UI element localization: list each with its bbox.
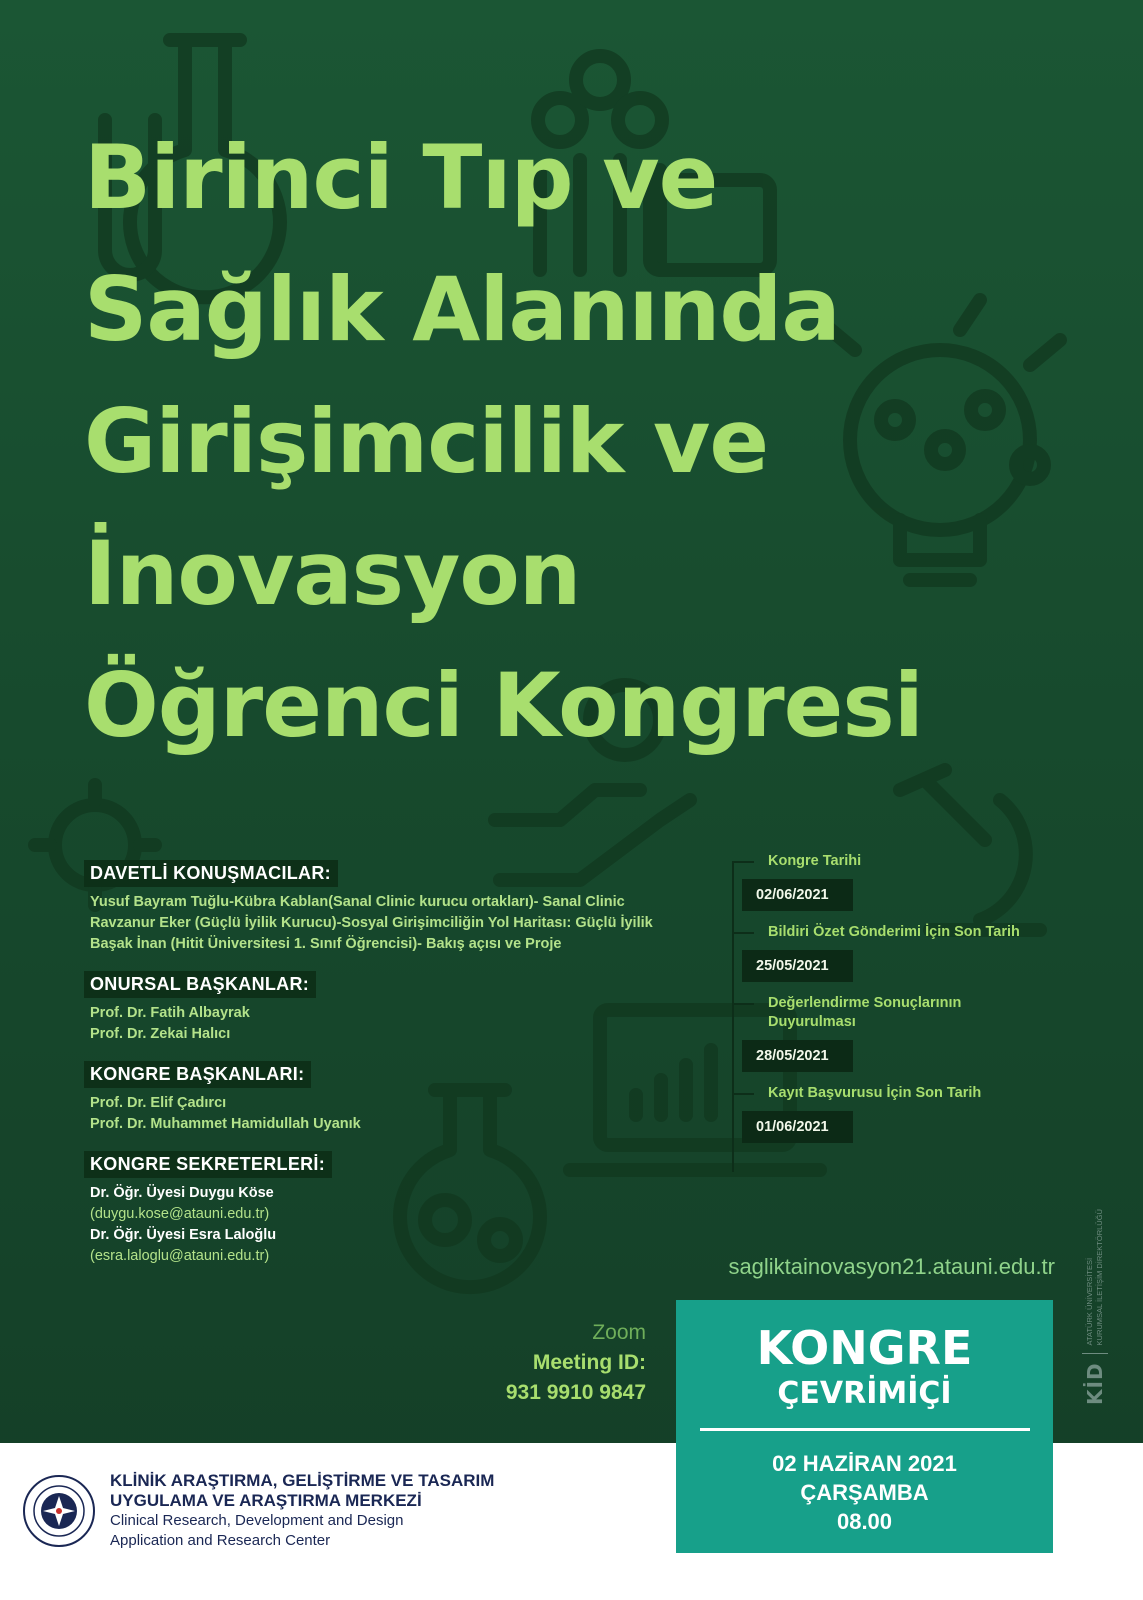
speaker-line: Ravzanur Eker (Güçlü İyilik Kurucu)-Sosyal Girişimciliğin Yol Haritası: Güçlü İyilik	[90, 915, 653, 931]
timeline-date: 01/06/2021	[742, 1111, 853, 1143]
kid-mark: KİD	[1083, 1362, 1107, 1405]
invited-speakers-heading: DAVETLİ KONUŞMACILAR:	[84, 860, 338, 887]
secretary-email[interactable]: (duygu.kose@atauni.edu.tr)	[90, 1206, 270, 1222]
congress-box-subtitle: ÇEVRİMİÇİ	[777, 1376, 952, 1411]
kid-divider	[1082, 1353, 1108, 1354]
timeline-item	[732, 852, 1112, 911]
timeline-label: Değerlendirme Sonuçlarının Duyurulması	[732, 994, 998, 1032]
congress-date: 02 HAZİRAN 2021	[772, 1451, 957, 1476]
kid-line: ATATÜRK ÜNİVERSİTESİ	[1085, 1257, 1094, 1346]
center-name-en: Application and Research Center	[110, 1532, 331, 1549]
organizers-column	[84, 860, 704, 1283]
honorary-chairs-section	[84, 971, 704, 1045]
secretaries-heading: KONGRE SEKRETERLERİ:	[84, 1151, 332, 1178]
honorary-chairs-heading: ONURSAL BAŞKANLAR:	[84, 971, 316, 998]
invited-speakers-section	[84, 860, 704, 955]
important-dates-timeline	[732, 852, 1112, 1155]
congress-time: 08.00	[836, 1509, 893, 1534]
timeline-item	[732, 994, 1112, 1072]
congress-chair-name: Prof. Dr. Elif Çadırcı	[90, 1095, 227, 1111]
title-line: İnovasyon	[84, 522, 581, 625]
timeline-date: 25/05/2021	[742, 950, 853, 982]
timeline-label: Kayıt Başvurusu İçin Son Tarih	[732, 1084, 1112, 1103]
congress-online-box	[676, 1300, 1053, 1553]
kid-logo	[1082, 1209, 1108, 1405]
honorary-chair-name: Prof. Dr. Fatih Albayrak	[90, 1005, 250, 1021]
center-name-en: Clinical Research, Development and Design	[110, 1512, 404, 1529]
research-center-block	[22, 1471, 494, 1551]
meeting-id-value: 931 9910 9847	[505, 1381, 646, 1404]
timeline-item	[732, 1084, 1112, 1143]
zoom-info	[506, 1318, 646, 1408]
congress-chairs-section	[84, 1061, 704, 1135]
center-name-tr: UYGULAMA VE ARAŞTIRMA MERKEZİ	[110, 1491, 422, 1510]
university-seal-icon	[22, 1474, 96, 1548]
title-line: Birinci Tıp ve	[84, 126, 718, 229]
title-line: Sağlık Alanında	[84, 258, 840, 361]
meeting-id-label: Meeting ID:	[532, 1351, 646, 1374]
title-line: Girişimcilik ve	[84, 390, 769, 493]
divider	[700, 1428, 1030, 1431]
congress-day: ÇARŞAMBA	[800, 1480, 929, 1505]
congress-title	[84, 112, 923, 772]
kid-line: KURUMSAL İLETİŞİM DİREKTÖRLÜĞÜ	[1095, 1209, 1104, 1346]
secretary-name: Dr. Öğr. Üyesi Esra Laloğlu	[90, 1227, 277, 1243]
timeline-label: Kongre Tarihi	[732, 852, 1112, 871]
secretary-name: Dr. Öğr. Üyesi Duygu Köse	[90, 1185, 274, 1201]
timeline-item	[732, 923, 1112, 982]
title-line: Öğrenci Kongresi	[84, 654, 923, 757]
timeline-date: 02/06/2021	[742, 879, 853, 911]
honorary-chair-name: Prof. Dr. Zekai Halıcı	[90, 1026, 231, 1042]
secretaries-section	[84, 1151, 704, 1267]
speaker-line: Yusuf Bayram Tuğlu-Kübra Kablan(Sanal Clinic kurucu ortakları)- Sanal Clinic	[90, 894, 625, 910]
secretary-email[interactable]: (esra.laloglu@atauni.edu.tr)	[90, 1248, 270, 1264]
timeline-date: 28/05/2021	[742, 1040, 853, 1072]
congress-chair-name: Prof. Dr. Muhammet Hamidullah Uyanık	[90, 1116, 361, 1132]
website-link[interactable]: sagliktainovasyon21.atauni.edu.tr	[728, 1254, 1055, 1279]
center-name-tr: KLİNİK ARAŞTIRMA, GELİŞTİRME VE TASARIM	[110, 1471, 495, 1490]
zoom-label: Zoom	[592, 1321, 646, 1344]
speaker-line: Başak İnan (Hitit Üniversitesi 1. Sınıf Öğrencisi)- Bakış açısı ve Proje	[90, 936, 562, 952]
congress-box-title: KONGRE	[756, 1321, 973, 1375]
timeline-label: Bildiri Özet Gönderimi İçin Son Tarih	[732, 923, 1112, 942]
congress-chairs-heading: KONGRE BAŞKANLARI:	[84, 1061, 311, 1088]
